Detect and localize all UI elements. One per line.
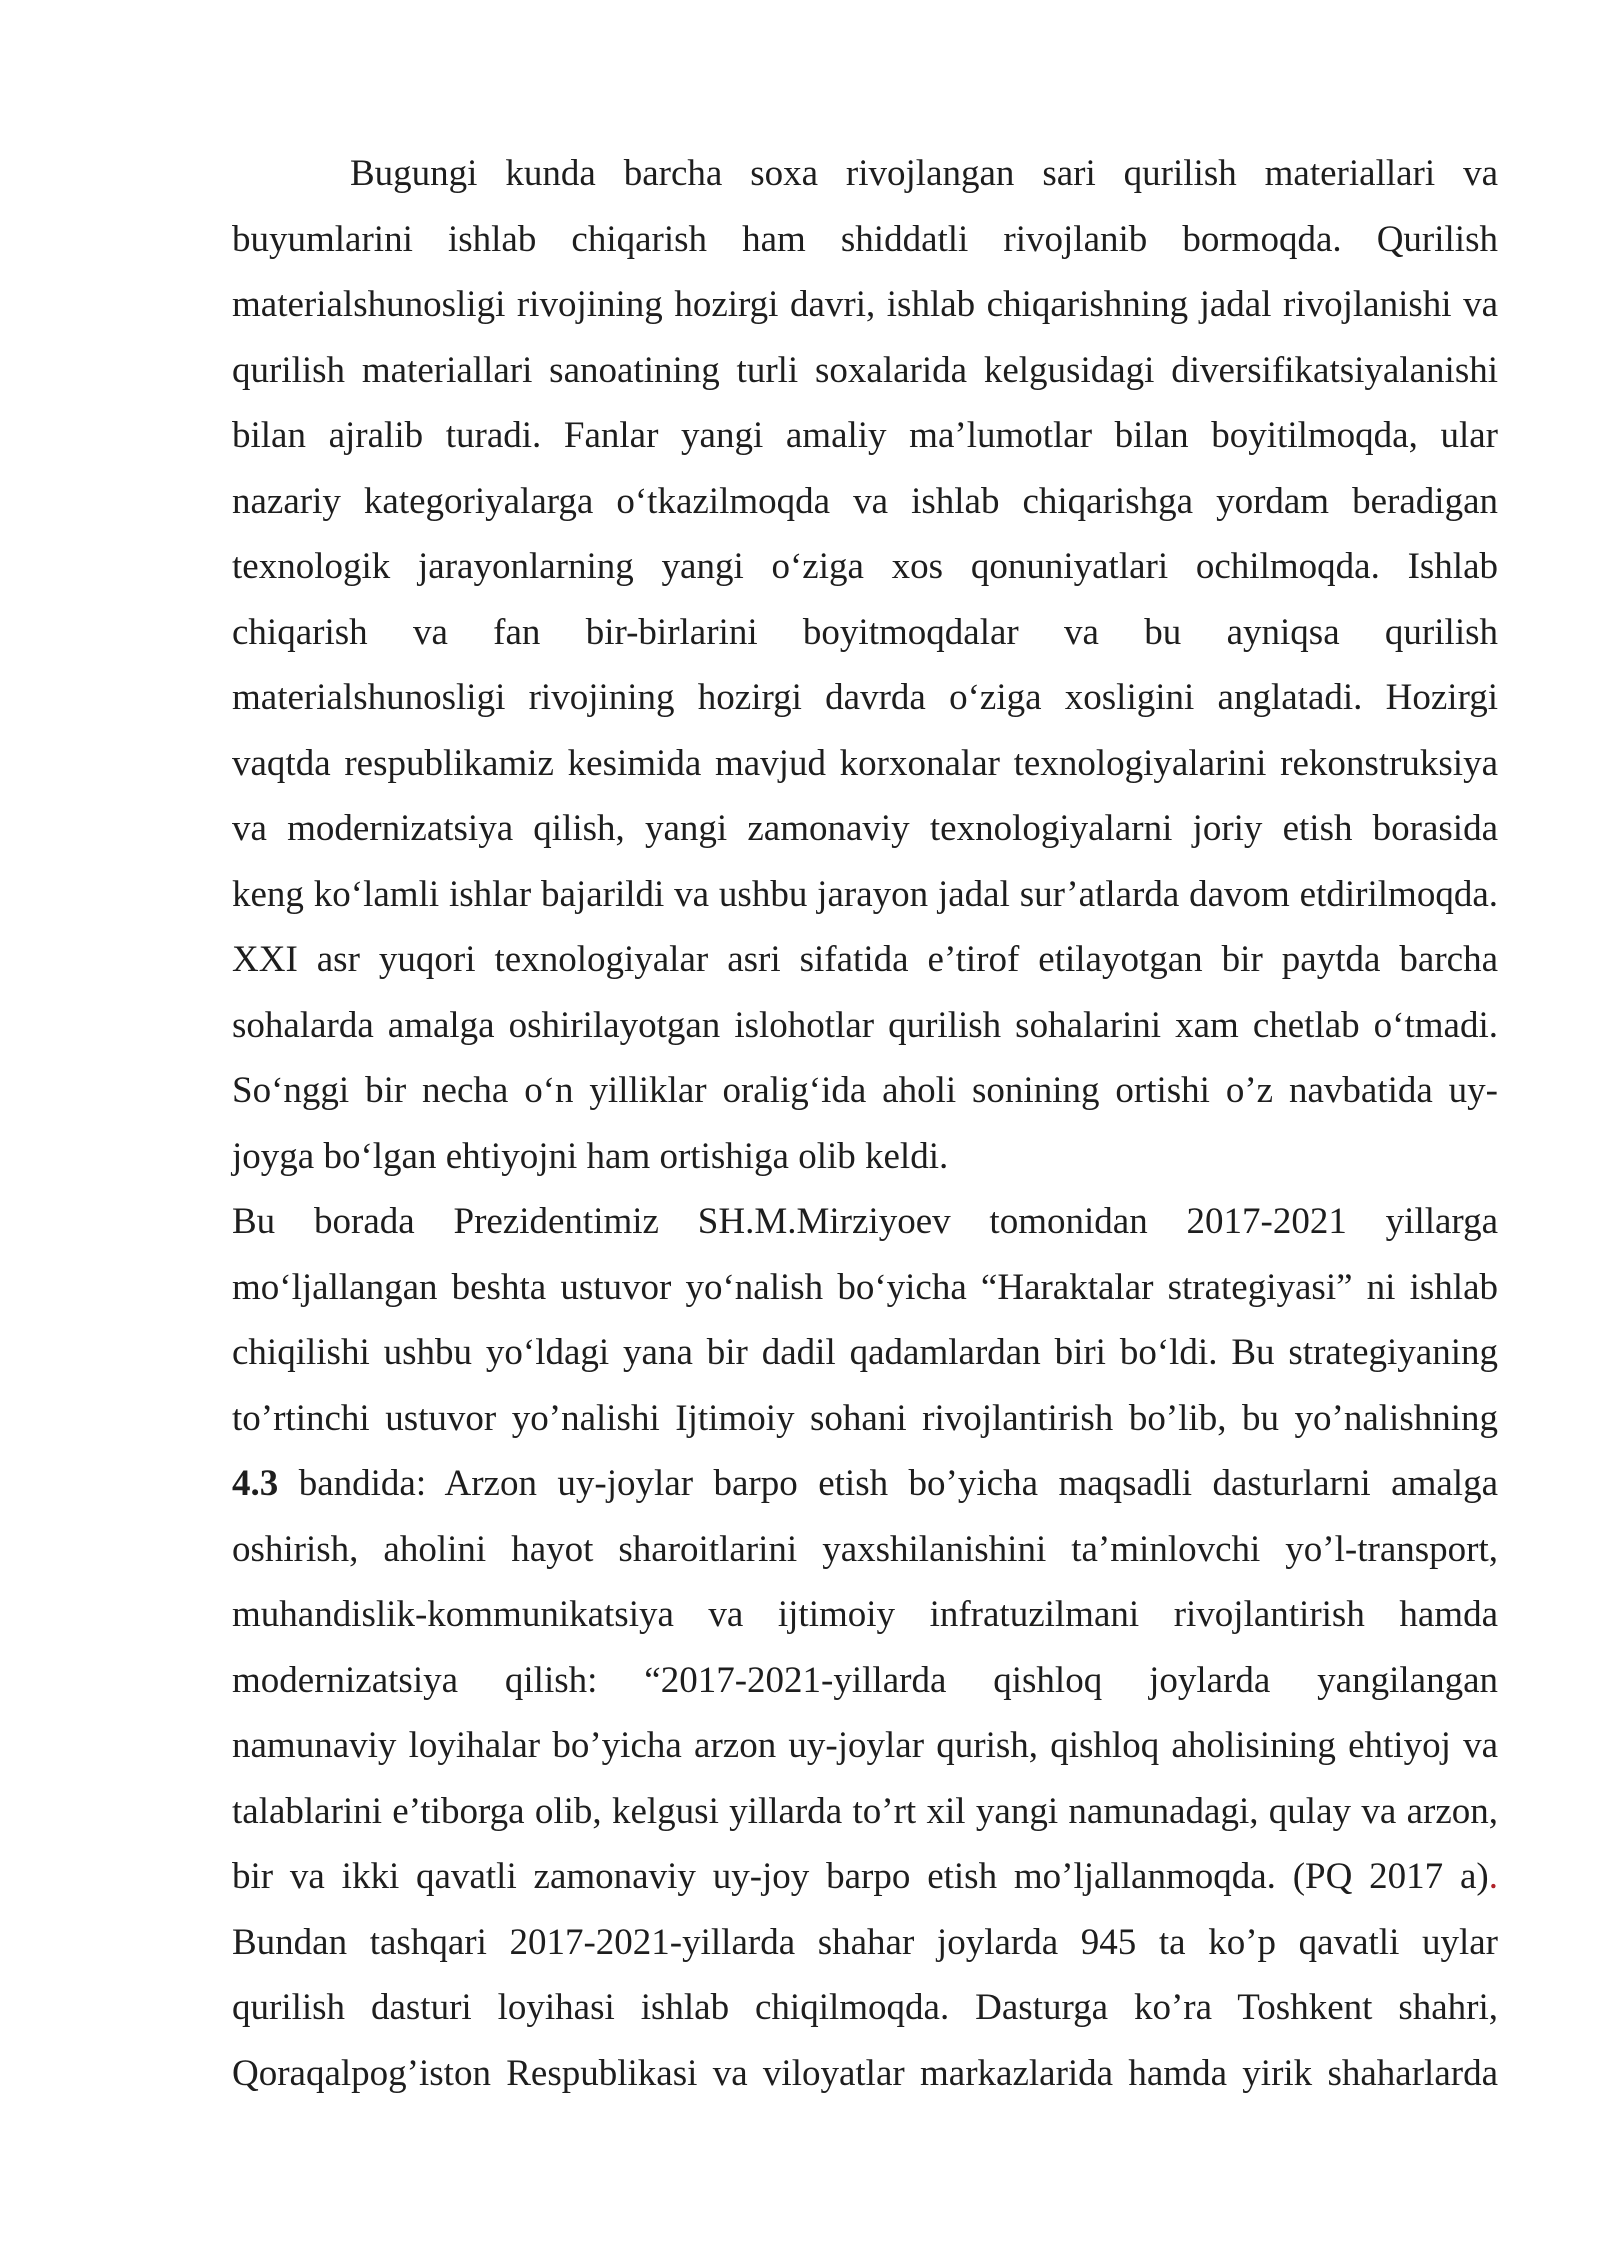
text-line: joyga bo‘lgan ehtiyojni ham ortishiga olib keldi. xyxy=(232,1135,949,1177)
text-line: So‘nggi bir necha o‘n yilliklar oralig‘ida aholi sonining ortishi o’z navbatida uy- xyxy=(232,1070,1498,1111)
text-line: talablarini e’tiborga olib, kelgusi yillarda to’rt xil yangi namunadagi, qulay va arzon, xyxy=(232,1790,1498,1832)
reference-period: . xyxy=(1488,1856,1498,1897)
text-line: muhandislik-kommunikatsiya va ijtimoiy infratuzilmani rivojlantirish hamda xyxy=(232,1594,1498,1635)
text-line: bilan ajralib turadi. Fanlar yangi amaliy ma’lumotlar bilan boyitilmoqda, ular xyxy=(232,415,1498,456)
text-line: to’rtinchi ustuvor yo’nalishi Ijtimoiy sohani rivojlantirish bo’lib, bu yo’nalishning xyxy=(232,1397,1498,1439)
text-line: chiqarish va fan bir-birlarini boyitmoqdalar va bu ayniqsa qurilish xyxy=(232,611,1498,653)
body-text xyxy=(232,141,1498,2106)
text-line: buyumlarini ishlab chiqarish ham shiddatli rivojlanib bormoqda. Qurilish xyxy=(232,218,1498,260)
text-segment: bir va ikki qavatli zamonaviy uy-joy barpo etish mo’ljallanmoqda. (PQ 2017 a) xyxy=(232,1856,1489,1897)
text-line: keng ko‘lamli ishlar bajarildi va ushbu jarayon jadal sur’atlarda davom etdirilmoqda. xyxy=(232,873,1498,915)
text-line: materialshunosligi rivojining hozirgi davri, ishlab chiqarishning jadal rivojlanishi va xyxy=(232,284,1498,325)
text-line: oshirish, aholini hayot sharoitlarini yaxshilanishini ta’minlovchi yo’l-transport, xyxy=(232,1528,1498,1570)
text-line xyxy=(232,1844,1498,1910)
text-line xyxy=(232,1451,1498,1517)
section-number: 4.3 xyxy=(232,1463,279,1504)
paragraph-1 xyxy=(232,141,1498,1189)
text-line: chiqilishi ushbu yo‘ldagi yana bir dadil qadamlardan biri bo‘ldi. Bu strategiyaning xyxy=(232,1332,1498,1373)
text-line: nazariy kategoriyalarga o‘tkazilmoqda va ishlab chiqarishga yordam beradigan xyxy=(232,480,1498,522)
paragraph-2 xyxy=(232,1189,1498,2106)
text-line: va modernizatsiya qilish, yangi zamonaviy texnologiyalarni joriy etish borasida xyxy=(232,808,1498,849)
text-line: sohalarda amalga oshirilayotgan islohotlar qurilish sohalarini xam chetlab o‘tmadi. xyxy=(232,1004,1498,1046)
text-segment: bandida: Arzon uy-joylar barpo etish bo’yicha maqsadli dasturlarni amalga xyxy=(278,1463,1498,1504)
text-line: modernizatsiya qilish: “2017-2021-yillarda qishloq joylarda yangilangan xyxy=(232,1659,1498,1701)
text-line: Bundan tashqari 2017-2021-yillarda shahar joylarda 945 ta ko’p qavatli uylar xyxy=(232,1921,1498,1963)
text-line: Bu borada Prezidentimiz SH.M.Mirziyoev tomonidan 2017-2021 yillarga xyxy=(232,1201,1498,1242)
text-line: materialshunosligi rivojining hozirgi davrda o‘ziga xosligini anglatadi. Hozirgi xyxy=(232,677,1498,718)
text-line: Bugungi kunda barcha soxa rivojlangan sari qurilish materiallari va xyxy=(350,153,1498,194)
text-line: qurilish materiallari sanoatining turli soxalarida kelgusidagi diversifikatsiyalanishi xyxy=(232,349,1498,391)
text-line: mo‘ljallangan beshta ustuvor yo‘nalish bo‘yicha “Haraktalar strategiyasi” ni ishlab xyxy=(232,1266,1498,1308)
text-line: namunaviy loyihalar bo’yicha arzon uy-joylar qurish, qishloq aholisining ehtiyoj va xyxy=(232,1725,1498,1766)
text-line: texnologik jarayonlarning yangi o‘ziga xos qonuniyatlari ochilmoqda. Ishlab xyxy=(232,546,1498,587)
text-line: Qoraqalpog’iston Respublikasi va viloyatlar markazlarida hamda yirik shaharlarda xyxy=(232,2052,1498,2094)
text-line: qurilish dasturi loyihasi ishlab chiqilmoqda. Dasturga ko’ra Toshkent shahri, xyxy=(232,1987,1498,2028)
text-line: XXI asr yuqori texnologiyalar asri sifatida e’tirof etilayotgan bir paytda barcha xyxy=(232,939,1498,980)
text-line: vaqtda respublikamiz kesimida mavjud korxonalar texnologiyalarini rekonstruksiya xyxy=(232,742,1498,784)
